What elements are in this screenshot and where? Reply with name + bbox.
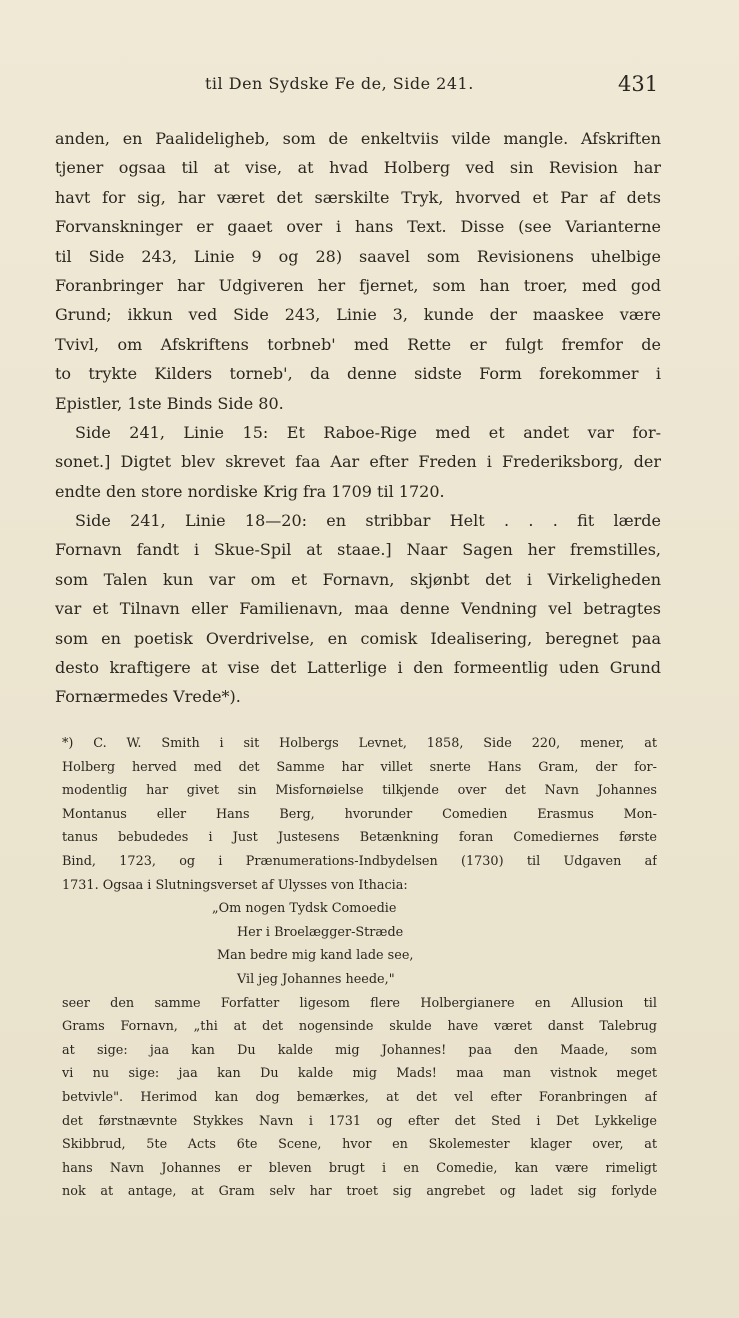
body-line: til Side 243, Linie 9 og 28) saavel som Revisionens uhelbige: [55, 246, 661, 266]
footnote-line: 1731. Ogsaa i Slutningsverset af Ulysses von Ithacia:: [62, 877, 408, 893]
footnote-line: Holberg herved med det Samme har villet snerte Hans Gram, der for-: [62, 759, 657, 775]
footnote-line: vi nu sige: jaa kan Du kalde mig Mads! maa man vistnok meget: [62, 1066, 657, 1082]
footnote-line: at sige: jaa kan Du kalde mig Johannes! paa den Maade, som: [62, 1042, 657, 1058]
footnote-line: Bind, 1723, og i Prænumerations-Indbydelsen (1730) til Udgaven af: [62, 853, 657, 869]
body-line: som en poetisk Overdrivelse, en comisk Idealisering, beregnet paa: [55, 628, 661, 648]
body-line: Side 241, Linie 15: Et Raboe-Rige med et andet var for-: [75, 422, 661, 442]
body-line: Epistler, 1ste Binds Side 80.: [55, 393, 284, 413]
body-line: endte den store nordiske Krig fra 1709 til 1720.: [55, 481, 445, 501]
poem-line: Vil jeg Johannes heede,": [237, 971, 395, 987]
body-line: Fornærmedes Vrede*).: [55, 687, 241, 707]
footnote-line: betvivle". Herimod kan dog bemærkes, at det vel efter Foranbringen af: [62, 1089, 657, 1105]
footnote-line: det førstnævnte Stykkes Navn i 1731 og efter det Sted i Det Lykkelige: [62, 1113, 657, 1129]
body-line: desto kraftigere at vise det Latterlige i den formeentlig uden Grund: [55, 658, 661, 678]
footnote-line: nok at antage, at Gram selv har troet sig angrebet og ladet sig forlyde: [62, 1184, 657, 1200]
body-line: Fornavn fandt i Skue-Spil at staae.] Naar Sagen her fremstilles,: [55, 540, 661, 560]
body-line: Foranbringer har Udgiveren her fjernet, som han troer, med god: [55, 275, 661, 295]
page-number: 431: [618, 72, 659, 96]
body-line: havt for sig, har været det særskilte Tryk, hvorved et Par af dets: [55, 187, 661, 207]
footnote-line: *) C. W. Smith i sit Holbergs Levnet, 1858, Side 220, mener, at: [62, 736, 657, 751]
footnote-line: Skibbrud, 5te Acts 6te Scene, hvor en Skolemester klager over, at: [62, 1137, 657, 1153]
body-line: to trykte Kilders torneb', da denne sidste Form forekommer i: [55, 364, 661, 384]
running-head: til Den Sydske Fe de, Side 241.: [205, 74, 474, 93]
body-line: Forvanskninger er gaaet over i hans Text. Disse (see Varianterne: [55, 217, 661, 237]
body-line: sonet.] Digtet blev skrevet faa Aar efter Freden i Frederiksborg, der: [55, 452, 661, 472]
body-text: [55, 124, 661, 712]
footnote-line: hans Navn Johannes er bleven brugt i en Comedie, kan være rimeligt: [62, 1160, 657, 1176]
body-line: tjener ogsaa til at vise, at hvad Holberg ved sin Revision har: [55, 158, 661, 178]
body-line: Tvivl, om Afskriftens torbneb' med Rette er fulgt fremfor de: [55, 334, 661, 354]
footnote-line: seer den samme Forfatter ligesom flere Holbergianere en Allusion til: [62, 995, 657, 1011]
body-line: anden, en Paalideligheb, som de enkeltviis vilde mangle. Afskriften: [55, 129, 661, 148]
body-line: Grund; ikkun ved Side 243, Linie 3, kunde der maaskee være: [55, 305, 661, 325]
poem-line: „Om nogen Tydsk Comoedie: [212, 901, 397, 917]
footnote-line: Montanus eller Hans Berg, hvorunder Comedien Erasmus Mon-: [62, 806, 657, 822]
body-line: var et Tilnavn eller Familienavn, maa denne Vendning vel betragtes: [55, 599, 661, 619]
footnote-line: Grams Fornavn, „thi at det nogensinde skulde have været danst Talebrug: [62, 1019, 657, 1035]
footnote: [62, 732, 657, 1204]
poem-line: Man bedre mig kand lade see,: [217, 948, 414, 964]
footnote-line: tanus bebudedes i Just Justesens Betænkning foran Comediernes første: [62, 830, 657, 846]
body-line: som Talen kun var om et Fornavn, skjønbt det i Virkeligheden: [55, 569, 661, 589]
body-line: Side 241, Linie 18—20: en stribbar Helt . . . fit lærde: [75, 511, 661, 531]
footnote-line: modentlig har givet sin Misfornøielse tilkjende over det Navn Johannes: [62, 783, 657, 799]
poem-line: Her i Broelægger-Stræde: [237, 924, 404, 940]
